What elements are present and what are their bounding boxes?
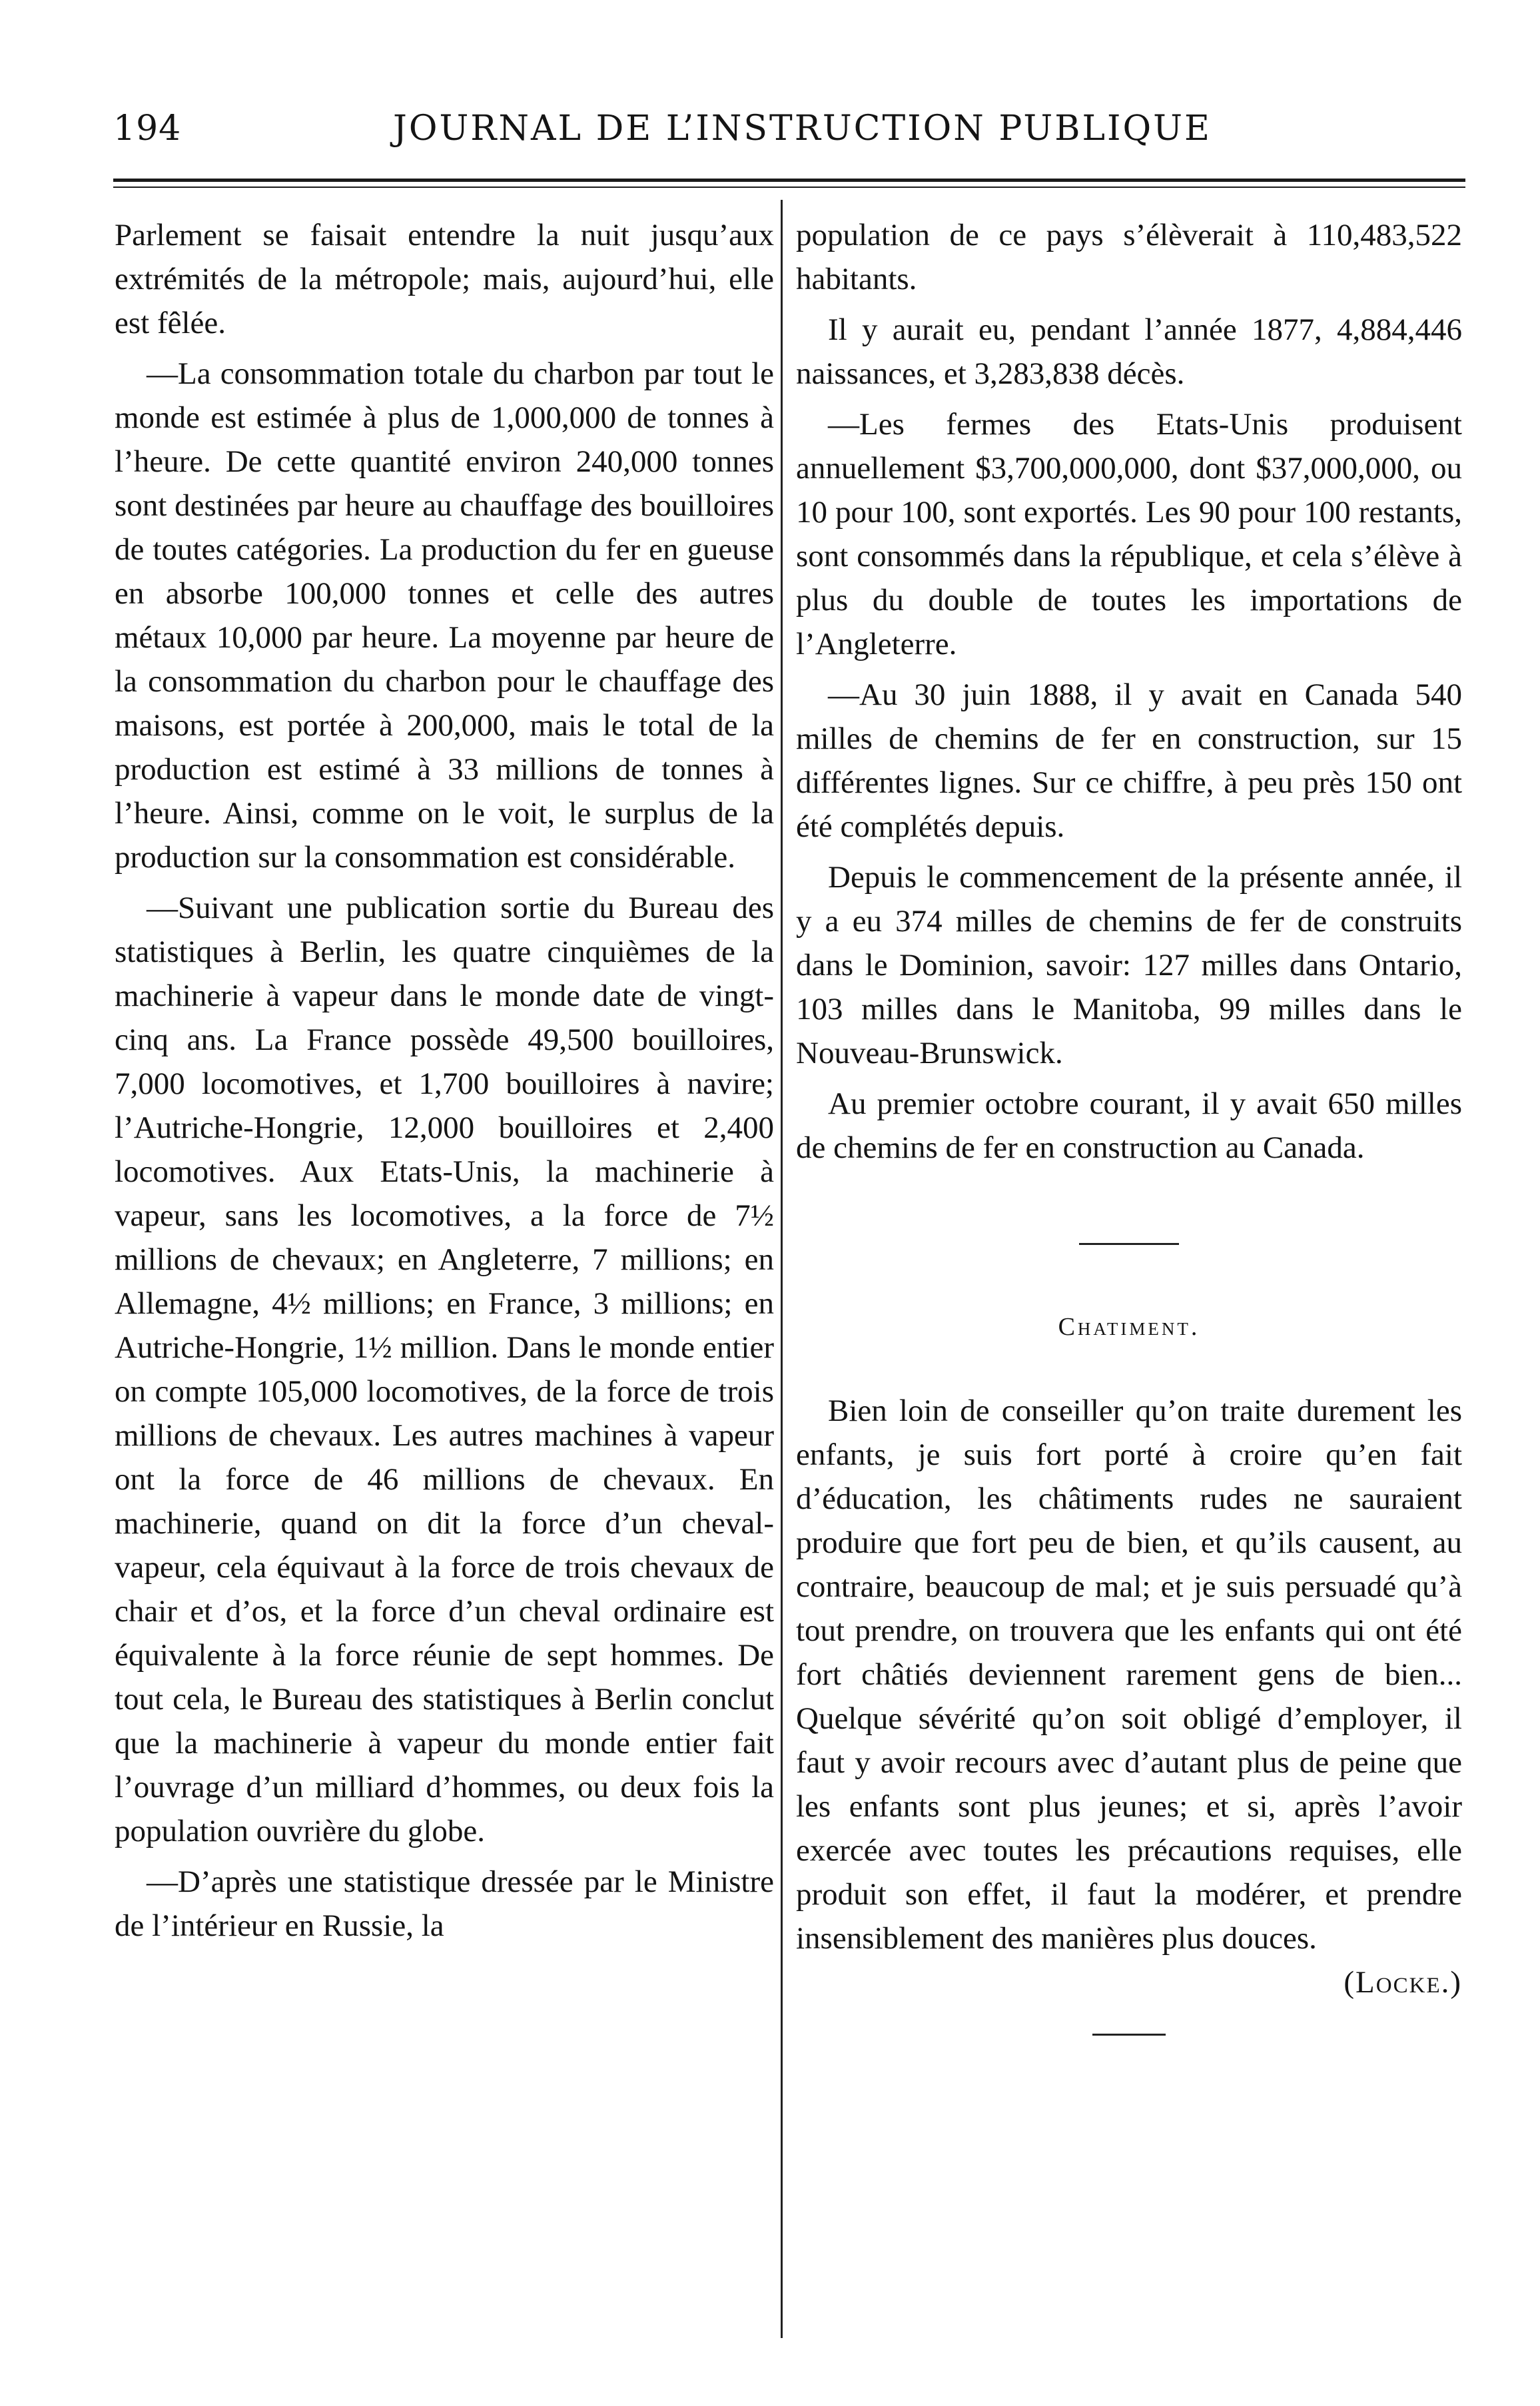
end-separator <box>1092 2034 1166 2036</box>
left-paragraph: —Suivant une publication sortie du Bureau des statistiques à Berlin, les quatre cinquièmes de la machinerie à vapeur dans le monde date de vingt-cinq ans. La France possède 49,500 bouilloires, 7,000 locomotives, et 1,700 bouilloires à navire; l’Autriche-Hongrie, 12,000 bouilloires et 2,400 locomotives. Aux Etats-Unis, la machinerie à vapeur, sans les locomotives, a la force de 7½ millions de chevaux; en Angleterre, 7 millions; en Allemagne, 4½ millions; en France, 3 millions; en Autriche-Hongrie, 1½ million. Dans le monde entier on compte 105,000 locomotives, de la force de trois millions de chevaux. Les autres machines à vapeur ont la force de 46 millions de chevaux. En machinerie, quand on dit la force d’un cheval-vapeur, cela équivaut à la force de trois chevaux de chair et d’os, et la force d’un cheval ordinaire est équivalente à la force réunie de sept hommes. De tout cela, le Bureau des statistiques à Berlin conclut que la machinerie à vapeur du monde entier fait l’ouvrage d’un milliard d’hommes, ou deux fois la population ouvrière du globe. <box>115 891 774 1848</box>
right-paragraph: Au premier octobre courant, il y avait 650 milles de chemins de fer en construction au Canada. <box>796 1086 1462 1165</box>
journal-title: JOURNAL DE L’INSTRUCTION PUBLIQUE <box>393 109 1212 149</box>
header-rule-thick <box>113 179 1465 182</box>
right-paragraph: Depuis le commencement de la présente année, il y a eu 374 milles de chemins de fer de construits dans le Dominion, savoir: 127 milles dans Ontario, 103 milles dans le Manitoba, 99 milles dans le Nouveau-Brunswick. <box>796 860 1462 1070</box>
column-divider <box>781 200 783 2338</box>
left-paragraph: —D’après une statistique dressée par le Ministre de l’intérieur en Russie, la <box>115 1864 774 1943</box>
page-number: 194 <box>113 109 182 149</box>
page-header <box>113 105 1459 159</box>
section-heading: Chatiment. <box>1058 1313 1200 1341</box>
right-paragraph: Il y aurait eu, pendant l’année 1877, 4,884,446 naissances, et 3,283,838 décès. <box>796 312 1462 391</box>
section-separator <box>1079 1243 1179 1245</box>
left-column <box>115 213 774 1954</box>
right-column <box>796 213 1462 2036</box>
section-paragraph <box>796 1389 1462 2000</box>
right-paragraph: —Les fermes des Etats-Unis produisent annuellement $3,700,000,000, dont $37,000,000, ou 10 pour 100, sont exportés. Les 90 pour 100 restants, sont consommés dans la république, et cela s’élève à plus du double de toutes les importations de l’Angleterre. <box>796 407 1462 661</box>
right-paragraph: —Au 30 juin 1888, il y avait en Canada 540 milles de chemins de fer en construction, sur 15 différentes lignes. Sur ce chiffre, à peu près 150 ont été complétés depuis. <box>796 677 1462 844</box>
author-signature: (Locke.) <box>1344 1965 1462 2000</box>
header-rule-thin <box>113 187 1465 188</box>
left-paragraph: —La consommation totale du charbon par tout le monde est estimée à plus de 1,000,000 de tonnes à l’heure. De cette quantité environ 240,000 tonnes sont destinées par heure au chauffage des bouilloires de toutes catégories. La production du fer en gueuse en absorbe 100,000 tonnes et celle des autres métaux 10,000 par heure. La moyenne par heure de la consommation du charbon pour le chauffage des maisons, est portée à 200,000, mais le total de la production est estimé à 33 millions de tonnes à l’heure. Ainsi, comme on le voit, le surplus de la production sur la consommation est considérable. <box>115 356 774 875</box>
right-paragraph: population de ce pays s’élèverait à 110,483,522 habitants. <box>796 218 1462 296</box>
section-paragraph-text: Bien loin de conseiller qu’on traite durement les enfants, je suis fort porté à croire qu’en fait d’éducation, les châtiments rudes ne sauraient produire que fort peu de bien, et qu’ils causent, au contraire, beaucoup de mal; et je suis persuadé qu’à tout prendre, on trouvera que les enfants qui ont été fort châtiés deviennent rarement gens de bien... Quelque sévérité qu’on soit obligé d’employer, il faut y avoir recours avec d’autant plus de peine que les enfants sont plus jeunes; et si, après l’avoir exercée avec toutes les précautions requises, elle produit son effet, il faut la modérer, et prendre insensiblement des manières plus douces. <box>796 1394 1462 1956</box>
left-paragraph: Parlement se faisait entendre la nuit jusqu’aux extrémités de la métropole; mais, aujourd’hui, elle est fêlée. <box>115 218 774 340</box>
